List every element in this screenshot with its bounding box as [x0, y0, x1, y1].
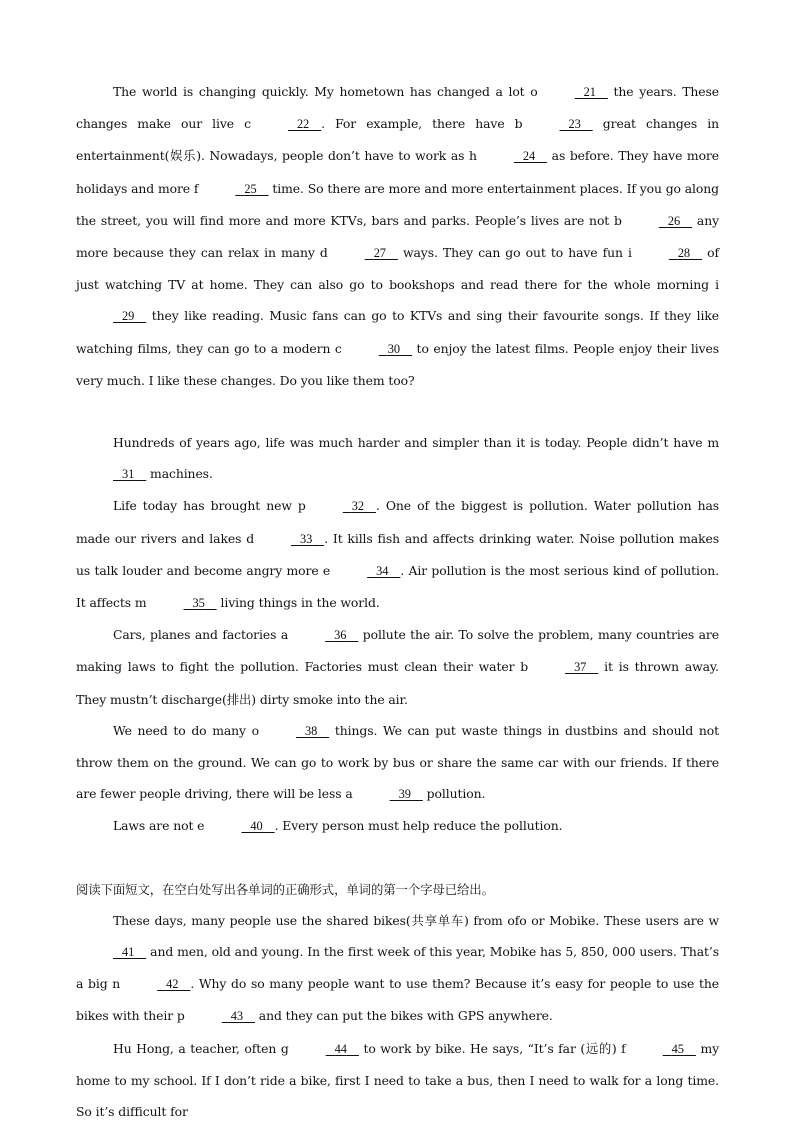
text-run: . One of the biggest is pollution. Water pollution has made our rivers and lakes d: [76, 498, 719, 546]
blank-number: 25: [244, 181, 257, 196]
blank-number: 23: [568, 117, 581, 132]
blank-39[interactable]: [353, 779, 423, 810]
text-run: to work by bike. He says, “It’s far (远的) f: [358, 1040, 626, 1056]
text-run: it is thrown away. They mustn’t discharge(排出) dirty smoke into the air.: [76, 659, 720, 707]
paragraph: [76, 76, 719, 396]
paragraph: [76, 427, 719, 490]
passage-3: [76, 905, 719, 1127]
text-run: and men, old and young. In the first week of this year, Mobike has 5, 850, 000 users. That’s a big n: [76, 944, 719, 992]
blank-number: 45: [671, 1041, 684, 1056]
text-run: These days, many people use the shared bikes(共享单车) from ofo or Mobike. These users are w: [113, 912, 719, 928]
blank-number: 39: [398, 787, 411, 802]
text-run: things. We can put waste things in dustbins and should not throw them on the ground. We can go to work by bus or share the same car with our friends. If there are fewer people driving, there will be less a: [76, 722, 719, 802]
blank-34[interactable]: [330, 556, 400, 587]
blank-28[interactable]: [632, 238, 702, 269]
text-run: living things in the world.: [216, 595, 380, 611]
blank-number: 26: [667, 213, 681, 228]
blank-number: 30: [387, 341, 400, 356]
blank-number: 42: [166, 977, 179, 992]
blank-35[interactable]: [146, 588, 216, 619]
text-run: of just watching TV at home. They can also go to bookshops and read there for the whole morning i: [76, 245, 719, 293]
text-run: they like reading. Music fans can go to KTVs and sing their favourite songs. If they like watching films, they can go to a modern c: [76, 308, 719, 356]
blank-number: 43: [230, 1009, 243, 1024]
blank-number: 40: [250, 819, 263, 834]
blank-33[interactable]: [254, 524, 324, 555]
blank-32[interactable]: [306, 491, 376, 522]
blank-45[interactable]: [626, 1034, 696, 1065]
blank-number: 32: [351, 499, 364, 514]
blank-40[interactable]: [204, 811, 274, 842]
blank-number: 29: [122, 309, 135, 324]
text-run: . Every person must help reduce the pollution.: [274, 818, 563, 834]
blank-24[interactable]: [477, 141, 547, 172]
blank-number: 33: [300, 531, 313, 546]
text-run: the years. These changes make our live c: [76, 84, 719, 132]
passage-2: [76, 427, 719, 843]
text-run: Laws are not e: [113, 818, 205, 834]
blank-number: 27: [373, 246, 386, 261]
blank-number: 35: [192, 596, 205, 611]
paragraph: [76, 715, 719, 811]
section-spacer: [76, 396, 719, 427]
blank-42[interactable]: [120, 969, 190, 1000]
text-run: any more because they can relax in many d: [76, 212, 720, 261]
blank-37[interactable]: [528, 652, 598, 683]
blank-number: 22: [296, 117, 310, 132]
text-run: time. So there are more and more entertainment places. If you go along the street, you will find more and more KTVs, bars and parks. People’s lives are not b: [76, 180, 719, 228]
text-run: as before. They have more holidays and more f: [76, 148, 719, 196]
blank-36[interactable]: [288, 620, 358, 651]
paragraph: [76, 619, 719, 715]
blank-23[interactable]: [523, 109, 593, 140]
blank-43[interactable]: [185, 1001, 255, 1032]
blank-number: 31: [122, 467, 135, 482]
blank-27[interactable]: [328, 238, 398, 269]
blank-number: 28: [677, 246, 691, 261]
paragraph: [76, 810, 719, 842]
passage-3-instruction: 阅读下面短文，在空白处写出各单词的正确形式，单词的第一个字母已给出。: [76, 881, 494, 897]
blank-30[interactable]: [342, 334, 412, 365]
worksheet-page: [76, 76, 719, 1127]
blank-21[interactable]: [538, 77, 608, 108]
text-run: and they can put the bikes with GPS anywhere.: [254, 1008, 553, 1024]
section-spacer: [76, 843, 719, 874]
text-run: my home to my school. If I don’t ride a bike, first I need to take a bus, then I need to walk for a long time. So it’s difficult for: [76, 1040, 719, 1120]
paragraph: [76, 1033, 719, 1127]
text-run: ways. They can go out to have fun i: [397, 245, 632, 261]
text-run: . For example, there have b: [321, 116, 523, 132]
blank-44[interactable]: [289, 1034, 359, 1065]
blank-number: 44: [334, 1041, 347, 1056]
text-run: Hundreds of years ago, life was much harder and simpler than it is today. People didn’t have m: [113, 435, 719, 451]
blank-38[interactable]: [259, 716, 329, 747]
text-run: Hu Hong, a teacher, often g: [113, 1040, 289, 1056]
blank-41[interactable]: [76, 937, 146, 968]
blank-number: 24: [522, 149, 536, 164]
blank-29[interactable]: [76, 301, 146, 332]
text-run: . It kills fish and affects drinking water. Noise pollution makes us talk louder and become angry more e: [76, 530, 719, 578]
blank-number: 38: [304, 723, 318, 738]
text-run: Life today has brought new p: [113, 498, 306, 514]
paragraph: [76, 905, 719, 1033]
text-run: machines.: [146, 466, 213, 482]
blank-number: 36: [334, 628, 347, 643]
text-run: Cars, planes and factories a: [113, 627, 289, 643]
blank-number: 34: [376, 563, 389, 578]
text-run: to enjoy the latest films. People enjoy their lives very much. I like these changes. Do you like them too?: [76, 340, 719, 388]
blank-26[interactable]: [622, 206, 692, 237]
text-run: We need to do many o: [113, 722, 259, 738]
blank-31[interactable]: [76, 459, 146, 490]
text-run: great changes in entertainment(娱乐). Nowadays, people don’t have to work as h: [76, 116, 720, 164]
blank-number: 21: [583, 85, 596, 99]
blank-number: 41: [122, 945, 135, 960]
blank-25[interactable]: [198, 174, 268, 205]
text-run: . Air pollution is the most serious kind of pollution. It affects m: [76, 562, 719, 611]
text-run: pollute the air. To solve the problem, many countries are making laws to fight the pollution. Factories must clean their water b: [76, 627, 719, 675]
blank-number: 37: [574, 660, 587, 675]
blank-22[interactable]: [251, 109, 321, 140]
text-run: pollution.: [422, 786, 486, 802]
text-run: The world is changing quickly. My hometown has changed a lot o: [113, 84, 538, 99]
passage-1: [76, 76, 719, 396]
text-run: . Why do so many people want to use them? Because it’s easy for people to use the bikes with their p: [76, 976, 719, 1024]
paragraph: [76, 490, 719, 619]
